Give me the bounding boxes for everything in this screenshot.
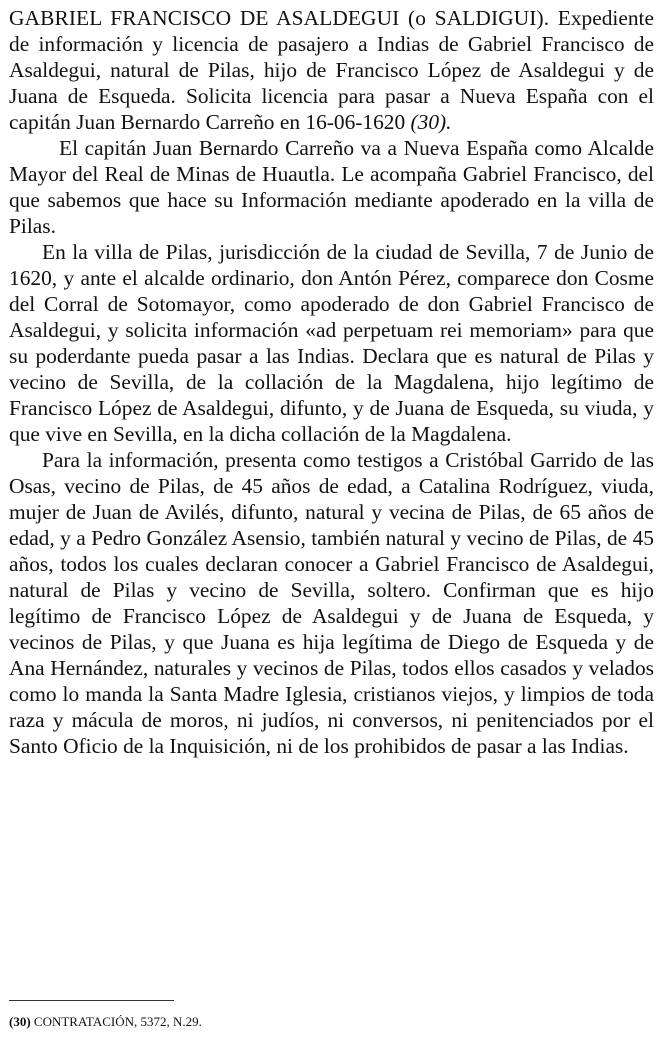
document-body [9, 5, 654, 759]
document-page [9, 0, 654, 759]
footnote-number: (30) [9, 1014, 31, 1029]
intro-text: Expediente de información y licencia de pasajero a Indias de Gabriel Francisco de Asaldegui, natural de Pilas, hijo de Francisco López de Asaldegui y de Juana de Esqueda. Solicita licencia para pasar a Nueva España con el capitán Juan Bernardo Carreño en 16-06-1620 [9, 6, 654, 134]
footnote-divider [9, 1000, 174, 1001]
footnote [9, 1014, 202, 1030]
body-paragraph: En la villa de Pilas, jurisdicción de la ciudad de Sevilla, 7 de Junio de 1620, y ante el alcalde ordinario, don Antón Pérez, comparece don Cosme del Corral de Sotomayor, como apoderado de don Gabriel Francisco de Asaldegui, y solicita información «ad perpetuam rei memoriam» para que su poderdante pueda pasar a las Indias. Declara que es natural de Pilas y vecino de Sevilla, de la collación de la Magdalena, hijo legítimo de Francisco López de Asaldegui, difunto, y de Juana de Esqueda, su viuda, y que vive en Sevilla, en la dicha collación de la Magdalena. [9, 240, 654, 446]
footnote-text: CONTRATACIÓN, 5372, N.29. [30, 1014, 202, 1029]
body-paragraph: Para la información, presenta como testigos a Cristóbal Garrido de las Osas, vecino de Pilas, de 45 años de edad, a Catalina Rodríguez, viuda, mujer de Juan de Avilés, difunto, natural y vecina de Pilas, de 65 años de edad, y a Pedro González Asensio, también natural y vecino de Pilas, de 45 años, todos los cuales declaran conocer a Gabriel Francisco de Asaldegui, natural de Pilas y vecino de Sevilla, soltero. Confirman que es hijo legítimo de Francisco López de Asaldegui y de Juana de Esqueda, y vecinos de Pilas, y que Juana es hija legítima de Diego de Esqueda y de Ana Hernández, naturales y vecinos de Pilas, todos ellos casados y velados como lo manda la Santa Madre Iglesia, cristianos viejos, y limpios de toda raza y mácula de moros, ni judíos, ni conversos, ni penitenciados por el Santo Oficio de la Inquisición, ni de los prohibidos de pasar a las Indias. [9, 448, 654, 758]
body-paragraph: El capitán Juan Bernardo Carreño va a Nueva España como Alcalde Mayor del Real de Minas de Huautla. Le acompaña Gabriel Francisco, del que sabemos que hace su Información mediante apoderado en la villa de Pilas. [9, 136, 654, 238]
footnote-reference: (30). [410, 110, 452, 134]
document-heading: GABRIEL FRANCISCO DE ASALDEGUI (o SALDIGUI). [9, 6, 550, 30]
intro-paragraph [9, 5, 654, 135]
